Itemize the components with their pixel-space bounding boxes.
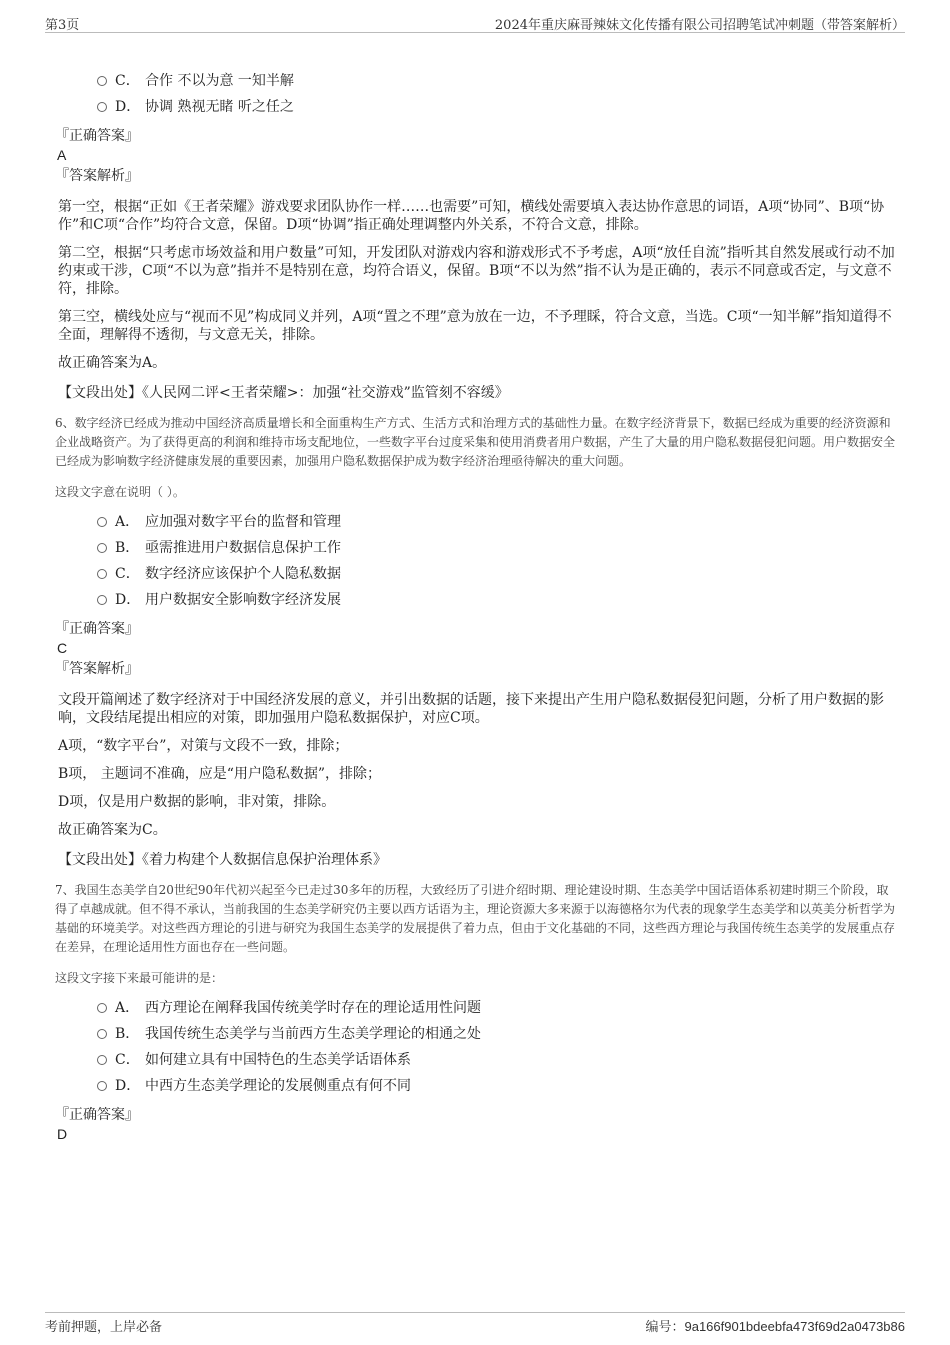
footer-slogan: 考前押题，上岸必备 xyxy=(45,1320,163,1335)
q6-stem: 6、数字经济已经成为推动中国经济高质量增长和全面重构生产方式、生活方式和治理方式的基础性力量。在数字经济背景下，数据已经成为重要的经济资源和企业战略资产。为了获得更高的利润和维持市场支配地位，一些数字平台过度采集和使用消费者用户数据，产生了大量的用户隐私数据侵犯问题。用户数据安全已经成为影响数字经济健康发展的重要因素，加强用户隐私数据保护成为数字经济治理亟待解决的重大问题。 xyxy=(55,416,896,468)
q7-correct-answer-label: 『正确答案』 xyxy=(55,1107,139,1123)
radio-icon[interactable] xyxy=(97,76,107,86)
q6-analysis-2: A项，“数字平台”，对策与文段不一致，排除； xyxy=(58,738,349,754)
radio-icon[interactable] xyxy=(97,102,107,112)
q5-analysis-4: 故正确答案为A。 xyxy=(58,355,167,371)
q7-option-c[interactable]: C． 如何建立具有中国特色的生态美学话语体系 xyxy=(55,1047,895,1073)
radio-icon[interactable] xyxy=(97,595,107,605)
q7-option-d[interactable]: D． 中西方生态美学理论的发展侧重点有何不同 xyxy=(55,1073,895,1099)
document-title: 2024年重庆麻哥辣妹文化传播有限公司招聘笔试冲刺题（带答案解析） xyxy=(494,18,905,33)
q6-analysis-1: 文段开篇阐述了数字经济对于中国经济发展的意义，并引出数据的话题，接下来提出产生用户隐私数据侵犯问题，分析了用户数据的影响，文段结尾提出相应的对策，即加强用户隐私数据保护，对应C项。 xyxy=(58,692,884,726)
q6-analysis-5: 故正确答案为C。 xyxy=(58,822,167,838)
q6-analysis-label: 『答案解析』 xyxy=(55,661,139,677)
q7-option-a[interactable]: A． 西方理论在阐释我国传统美学时存在的理论适用性问题 xyxy=(55,995,895,1021)
radio-icon[interactable] xyxy=(97,569,107,579)
q5-analysis-3: 第三空，横线处应与“视而不见”构成同义并列，A项“置之不理”意为放在一边，不予理睬，符合文意，当选。C项“一知半解”指知道得不全面，理解得不透彻，与文意无关，排除。 xyxy=(58,309,892,343)
q6-option-b[interactable]: B． 亟需推进用户数据信息保护工作 xyxy=(55,535,895,561)
q7-options xyxy=(55,995,895,1099)
q5-correct-answer-label: 『正确答案』 xyxy=(55,128,139,144)
q6-option-c[interactable]: C． 数字经济应该保护个人隐私数据 xyxy=(55,561,895,587)
radio-icon[interactable] xyxy=(97,517,107,527)
page-footer xyxy=(45,1312,905,1339)
q6-analysis-3: B项， 主题词不准确，应是“用户隐私数据”，排除； xyxy=(58,766,382,782)
radio-icon[interactable] xyxy=(97,1055,107,1065)
q6-answer: C xyxy=(57,640,68,656)
q5-analysis-1: 第一空，根据“正如《王者荣耀》游戏要求团队协作一样……也需要”可知，横线处需要填入表达协作意思的词语，A项“协同”、B项“协作”和C项“合作”均符合文意，保留。D项“协调”指正确处理调整内外关系，不符合文意，排除。 xyxy=(58,199,885,233)
document-serial: 编号：9a166f901bdeebfa473f69d2a0473b86 xyxy=(645,1319,905,1334)
q5-analysis-label: 『答案解析』 xyxy=(55,168,139,184)
radio-icon[interactable] xyxy=(97,543,107,553)
q5-analysis-2: 第二空，根据“只考虑市场效益和用户数量”可知，开发团队对游戏内容和游戏形式不予考虑，A项“放任自流”指听其自然发展或行动不加约束或干涉，C项“不以为意”指并不是特别在意，均符合语义，保留。B项“不以为然”指不认为是正确的，表示不同意或否定，与文意不符，排除。 xyxy=(58,245,895,297)
q7-stem: 7、我国生态美学自20世纪90年代初兴起至今已走过30多年的历程，大致经历了引进介绍时期、理论建设时期、生态美学中国话语体系初建时期三个阶段，取得了卓越成就。但不得不承认，当前我国的生态美学研究仍主要以西方话语为主，理论资源大多来源于以海德格尔为代表的现象学生态美学和以英美分析哲学为基础的环境美学。对这些西方理论的引进与研究为我国生态美学的发展提供了着力点，但由于文化基础的不同，这些西方理论与我国传统生态美学的发展重点存在差异，在理论适用性方面也存在一些问题。 xyxy=(55,883,896,954)
q5-option-d[interactable]: D． 协调 熟视无睹 听之任之 xyxy=(55,94,895,120)
page-number: 第3页 xyxy=(45,18,80,33)
q6-option-a[interactable]: A． 应加强对数字平台的监督和管理 xyxy=(55,509,895,535)
q7-option-b[interactable]: B． 我国传统生态美学与当前西方生态美学理论的相通之处 xyxy=(55,1021,895,1047)
q5-source: 【文段出处】《人民网二评<王者荣耀>：加强“社交游戏”监管刻不容缓》 xyxy=(58,385,509,401)
q7-prompt: 这段文字接下来最可能讲的是： xyxy=(55,971,224,985)
page-header xyxy=(45,10,905,33)
q6-correct-answer-label: 『正确答案』 xyxy=(55,621,139,637)
q6-source: 【文段出处】《着力构建个人数据信息保护治理体系》 xyxy=(58,852,387,868)
page-content xyxy=(55,68,895,1143)
radio-icon[interactable] xyxy=(97,1081,107,1091)
q5-option-c[interactable]: C． 合作 不以为意 一知半解 xyxy=(55,68,895,94)
radio-icon[interactable] xyxy=(97,1029,107,1039)
q5-options xyxy=(55,68,895,120)
radio-icon[interactable] xyxy=(97,1003,107,1013)
q7-answer: D xyxy=(57,1126,68,1142)
q6-analysis-4: D项，仅是用户数据的影响，非对策，排除。 xyxy=(58,794,336,810)
q5-answer: A xyxy=(57,147,67,163)
q6-prompt: 这段文字意在说明（ ）。 xyxy=(55,485,185,499)
q6-option-d[interactable]: D． 用户数据安全影响数字经济发展 xyxy=(55,587,895,613)
q6-options xyxy=(55,509,895,613)
